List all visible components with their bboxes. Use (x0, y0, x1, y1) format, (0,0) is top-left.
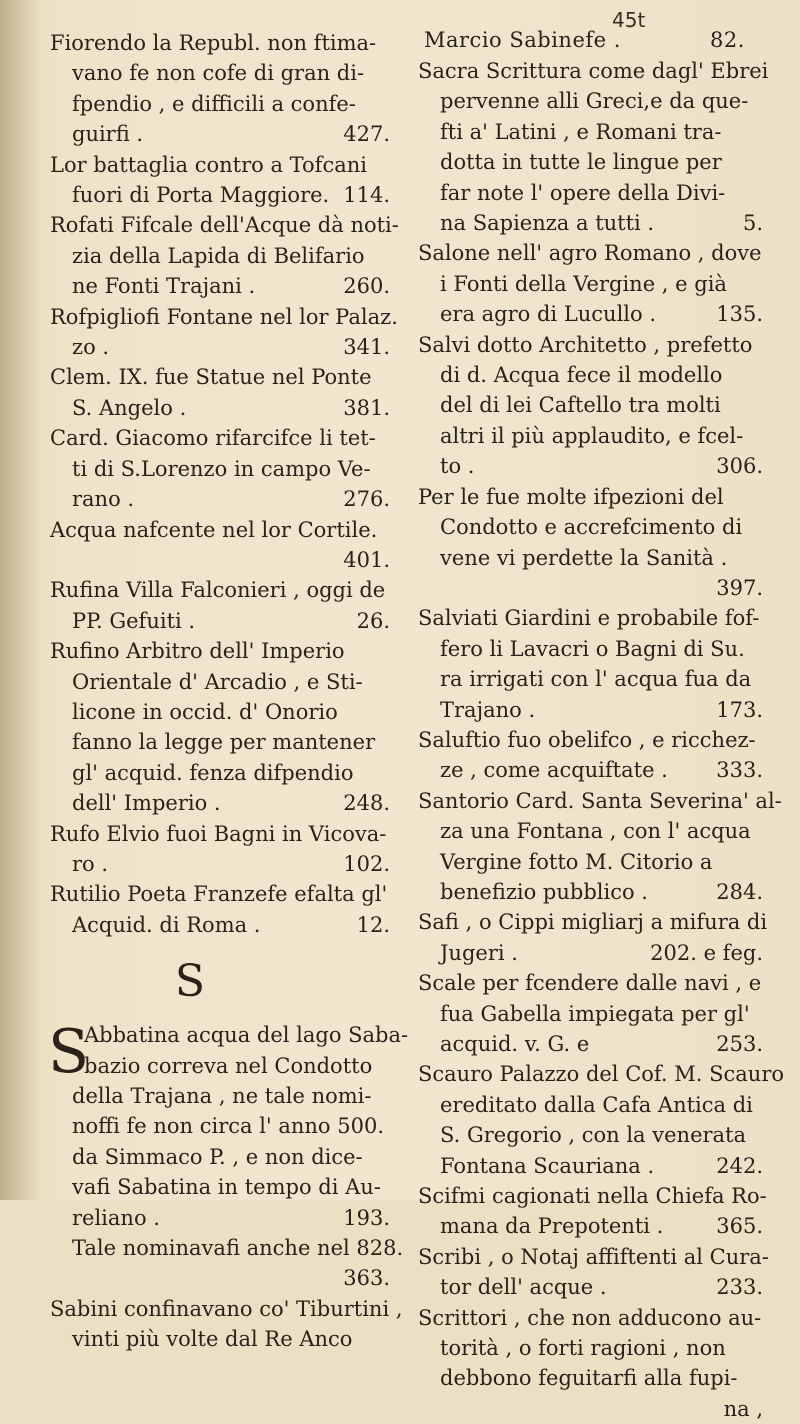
index-entry (418, 786, 782, 908)
index-entry (50, 362, 390, 423)
entry-line (50, 241, 390, 271)
entry-line (418, 847, 763, 877)
entry-line (418, 1029, 763, 1059)
index-entry (50, 515, 390, 576)
entry-text: Card. Giacomo rifarcifce li tet- (50, 426, 376, 451)
entry-text: Lor battaglia contro a Tofcani (50, 152, 367, 177)
entry-line (50, 819, 390, 849)
entry-line (418, 786, 782, 816)
entry-text: altri il più applaudito, e fcel- (440, 423, 744, 448)
entry-line (50, 362, 390, 392)
index-entry (418, 907, 768, 968)
entry-page-ref: 173. (716, 697, 763, 722)
entry-page-ref: 341. (343, 335, 390, 360)
entry-line (50, 515, 390, 545)
entry-page-ref: 242. (716, 1153, 763, 1178)
entry-text: vinti più volte dal Re Anco (72, 1327, 353, 1352)
entry-line (418, 238, 763, 268)
index-entry (418, 1181, 767, 1242)
left-column (48, 28, 409, 1355)
entry-line (50, 89, 390, 119)
entry-page-ref: 26. (356, 608, 390, 633)
entry-text: benefizio pubblico . (440, 879, 648, 904)
entry-line (418, 56, 769, 86)
entry-text: reliano . (72, 1205, 160, 1230)
entry-page-ref: 253. (716, 1032, 763, 1056)
entry-text: Rofpigliofi Fontane nel lor Palaz. (50, 304, 398, 329)
entry-text: fero li Lavacri o Bagni di Su. (440, 636, 745, 661)
entry-text: S. Gregorio , con la venerata (440, 1123, 747, 1148)
entry-line (418, 1394, 763, 1424)
entry-text: Condotto e accrefcimento di (440, 515, 743, 540)
entry-page-ref: 248. (343, 791, 390, 816)
entry-page-ref: 284. (716, 879, 763, 904)
index-entry (418, 725, 763, 786)
entry-line (418, 968, 763, 998)
entry-text: ti di S.Lorenzo in campo Ve- (72, 456, 371, 481)
index-entry (418, 330, 763, 482)
index-entry (418, 603, 763, 725)
entry-text: Sacra Scrittura come dagl' Ebrei (418, 59, 769, 83)
entry-line (418, 269, 763, 299)
entry-line (418, 543, 763, 573)
entry-text: acquid. v. G. e (440, 1032, 590, 1056)
entry-text: S. Angelo . (72, 395, 187, 420)
entry-text: to . (440, 454, 475, 479)
index-entry (418, 1242, 769, 1303)
entry-page-ref: 202. e feg. (650, 940, 763, 965)
entry-line (50, 727, 390, 757)
entry-line (50, 180, 390, 210)
entry-page-ref: 363. (343, 1266, 390, 1291)
entry-line (50, 697, 390, 727)
entry-text: dell' Imperio . (72, 791, 221, 816)
entry-text: vene vi perdette la Sanità . (440, 545, 728, 570)
entry-line (418, 877, 763, 907)
index-entry (418, 1303, 763, 1424)
entry-text: Per le fue molte ifpezioni del (418, 484, 724, 509)
entry-text: da Simmaco P. , e non dice- (72, 1144, 363, 1169)
index-entry (418, 482, 763, 604)
entry-text: Salvi dotto Architetto , prefetto (418, 332, 753, 357)
entry-page-ref: 233. (716, 1275, 763, 1300)
entry-line (50, 1203, 390, 1233)
entry-line (418, 117, 763, 147)
entry-page-ref: 365. (716, 1214, 763, 1239)
drop-cap: S (48, 1017, 90, 1088)
entry-text: Salviati Giardini e probabile fof- (418, 606, 760, 631)
spine-shadow (0, 0, 40, 1200)
handwritten-folio: 45t (612, 8, 646, 32)
entry-text: tor dell' acque . (440, 1275, 607, 1300)
entry-text: Santorio Card. Santa Severina' al- (418, 788, 782, 813)
entry-text: Rofati Fifcale dell'Acque dà noti- (50, 213, 399, 238)
entry-text: Fontana Scauriana . (440, 1153, 655, 1178)
index-entry (418, 238, 763, 329)
entry-text: Tale nominavafi anche nel 828. (72, 1236, 404, 1261)
entry-text: vano fe non cofe di gran di- (72, 61, 365, 86)
entry-text: ne Fonti Trajani . (72, 274, 256, 299)
entry-line (418, 1211, 763, 1241)
entry-line (418, 664, 763, 694)
entry-line (50, 423, 390, 453)
entry-line (50, 788, 390, 818)
entry-line (418, 1242, 769, 1272)
entry-text: ra irrigati con l' acqua fua da (440, 667, 752, 692)
entry-line (50, 58, 390, 88)
index-entry (50, 819, 390, 880)
entry-text: Jugeri . (440, 940, 518, 965)
entry-line (418, 755, 763, 785)
entry-text: zo . (72, 335, 110, 360)
entry-text: ereditato dalla Cafa Antica di (440, 1092, 753, 1117)
entry-line (50, 1020, 409, 1050)
page-number: 82. (710, 28, 745, 52)
index-entry (50, 302, 398, 363)
entry-line (50, 1233, 404, 1263)
entry-text: ro . (72, 851, 109, 876)
entry-text: dotta in tutte le lingue per (440, 150, 722, 175)
entry-text: zia della Lapida di Belifario (72, 243, 365, 268)
entry-line (50, 575, 390, 605)
entry-line (418, 147, 763, 177)
entry-text: Trajano . (440, 697, 536, 722)
index-entry (50, 150, 390, 211)
entry-line (418, 907, 768, 937)
entry-line (418, 999, 763, 1029)
entry-text: Scale per fcendere dalle navi , e (418, 971, 762, 996)
index-entry (50, 28, 390, 150)
entry-line (418, 360, 763, 390)
entry-text: di d. Acqua fece il modello (440, 363, 723, 388)
entry-text: Vergine fotto M. Citorio a (440, 849, 713, 874)
index-entry (50, 423, 390, 514)
entry-line (418, 1090, 763, 1120)
right-column (418, 56, 785, 1424)
index-entry (50, 210, 399, 301)
entry-page-ref: 5. (742, 211, 763, 236)
entry-line (418, 208, 763, 238)
entry-line (50, 454, 390, 484)
entry-text: Scifmi cagionati nella Chiefa Ro- (418, 1184, 767, 1209)
entry-line (50, 1081, 390, 1111)
entry-line (50, 879, 390, 909)
entry-line (418, 299, 763, 329)
entry-text: debbono feguitarfi alla fupi- (440, 1366, 738, 1391)
entry-text: Saluftio fuo obelifco , e ricchez- (418, 727, 756, 752)
entry-text: Scribi , o Notaj affiftenti al Cura- (418, 1244, 769, 1269)
entry-text: fuori di Porta Maggiore. (72, 183, 330, 208)
entry-line (418, 1120, 763, 1150)
entry-line (50, 210, 399, 240)
entry-text: fpendio , e difficili a confe- (72, 91, 356, 116)
index-entry (48, 1017, 409, 1294)
entry-page-ref: 193. (343, 1205, 390, 1230)
entry-line (50, 1172, 390, 1202)
entry-text: ze , come acquiftate . (440, 758, 668, 783)
entry-line (418, 390, 763, 420)
entry-text: bazio correva nel Condotto (84, 1053, 373, 1078)
entry-line (418, 816, 763, 846)
entry-line (418, 603, 763, 633)
entry-text: Scrittori , che non adducono au- (418, 1305, 762, 1330)
entry-text: della Trajana , ne tale nomi- (72, 1084, 372, 1108)
entry-text: noffi fe non circa l' anno 500. (72, 1114, 385, 1139)
entry-text: fti a' Latini , e Romani tra- (440, 119, 722, 144)
entry-line (418, 512, 763, 542)
entry-line (50, 271, 390, 301)
entry-line (418, 938, 763, 968)
entry-page-ref: 12. (356, 912, 390, 937)
entry-text: Rufina Villa Falconieri , oggi de (50, 578, 386, 603)
entry-line (50, 1324, 390, 1354)
entry-line (418, 573, 763, 603)
entry-text: gl' acquid. fenza difpendio (72, 760, 354, 785)
entry-line (418, 1151, 763, 1181)
entry-line (418, 695, 763, 725)
entry-line (418, 1181, 767, 1211)
entry-text: i Fonti della Vergine , e già (440, 271, 727, 296)
entry-line (418, 1363, 763, 1393)
entry-line (418, 725, 763, 755)
entry-page-ref: 381. (343, 395, 390, 420)
section-letter: S (174, 956, 206, 1008)
entry-line (50, 1142, 390, 1172)
entry-text: Orientale d' Arcadio , e Sti- (72, 669, 363, 694)
entry-page-ref: 114. (343, 183, 390, 208)
entry-text: Rufo Elvio fuoi Bagni in Vicova- (50, 821, 387, 846)
entry-text: Salone nell' agro Romano , dove (418, 241, 762, 266)
entry-line (50, 636, 390, 666)
index-entry (418, 968, 763, 1059)
running-header: Marcio Sabinefe . (424, 28, 621, 52)
entry-line (418, 178, 763, 208)
entry-line (50, 1294, 403, 1324)
entry-text: Acqua nafcente nel lor Cortile. (50, 517, 378, 542)
entry-page-ref: 102. (343, 851, 390, 876)
entry-text: far note l' opere della Divi- (440, 180, 726, 205)
entry-page-ref: 260. (343, 274, 390, 299)
entry-text: fua Gabella impiegata per gl' (440, 1001, 750, 1026)
entry-line (50, 849, 390, 879)
entry-page-ref: 276. (343, 487, 390, 512)
entry-text: guirfi . (72, 122, 144, 147)
entry-page-ref: 333. (716, 758, 763, 783)
entry-line (418, 330, 763, 360)
entry-text: rano . (72, 487, 135, 512)
entry-page-ref: 427. (343, 122, 390, 147)
entry-line (50, 332, 390, 362)
entry-text: Rufino Arbitro dell' Imperio (50, 639, 345, 664)
entry-line (418, 1303, 763, 1333)
entry-line (50, 393, 390, 423)
index-entry (50, 575, 390, 636)
entry-text: del di lei Caftello tra molti (440, 393, 721, 418)
entry-page-ref: 397. (716, 575, 763, 600)
entry-text: Acquid. di Roma . (72, 912, 261, 937)
entry-line (50, 1111, 390, 1141)
entry-text: licone in occid. d' Onorio (72, 699, 338, 724)
entry-text: torità , o forti ragioni , non (440, 1336, 726, 1361)
entry-line (418, 1333, 763, 1363)
entry-text: Sabini confinavano co' Tiburtini , (50, 1296, 403, 1321)
entry-text: mana da Prepotenti . (440, 1214, 664, 1239)
entry-line (50, 484, 390, 514)
entry-line (418, 86, 763, 116)
entry-text: Scauro Palazzo del Cof. M. Scauro (418, 1062, 785, 1087)
entry-text: PP. Gefuiti . (72, 608, 196, 633)
entry-line (50, 28, 390, 58)
entry-text: Safi , o Cippi migliarj a mifura di (418, 910, 768, 935)
entry-line (418, 482, 763, 512)
entry-text: Abbatina acqua del lago Saba- (84, 1023, 409, 1048)
index-entry (50, 1294, 403, 1355)
entry-text: Clem. IX. fue Statue nel Ponte (50, 365, 372, 390)
entry-text: vafi Sabatina in tempo di Au- (72, 1175, 381, 1200)
index-entry (50, 879, 390, 940)
entry-text: Fiorendo la Republ. non ftima- (50, 31, 377, 55)
entry-line (50, 667, 390, 697)
entry-text: era agro di Lucullo . (440, 302, 656, 327)
entry-text: Rutilio Poeta Franzefe efalta gl' (50, 882, 388, 907)
index-entry (418, 56, 769, 238)
entry-line (50, 910, 390, 940)
entry-text: na Sapienza a tutti . (440, 211, 655, 236)
entry-line (50, 545, 390, 575)
entry-page-ref: 306. (716, 454, 763, 479)
entry-text: fanno la legge per mantener (72, 730, 376, 755)
entry-page-ref: 135. (716, 302, 763, 327)
entry-page-ref: na , (723, 1396, 763, 1421)
entry-line (50, 606, 390, 636)
entry-line (418, 1272, 763, 1302)
index-entry (418, 1059, 785, 1181)
entry-line (418, 421, 763, 451)
entry-line (50, 1051, 390, 1081)
entry-line (418, 1059, 785, 1089)
entry-line (418, 451, 763, 481)
entry-line (50, 302, 398, 332)
index-entry (50, 636, 390, 818)
entry-line (50, 150, 390, 180)
entry-line (418, 634, 763, 664)
entry-line (50, 758, 390, 788)
entry-line (50, 119, 390, 149)
entry-line (50, 1263, 390, 1293)
entry-text: pervenne alli Greci,e da que- (440, 89, 749, 114)
entry-text: za una Fontana , con l' acqua (440, 819, 751, 844)
entry-page-ref: 401. (343, 547, 390, 572)
